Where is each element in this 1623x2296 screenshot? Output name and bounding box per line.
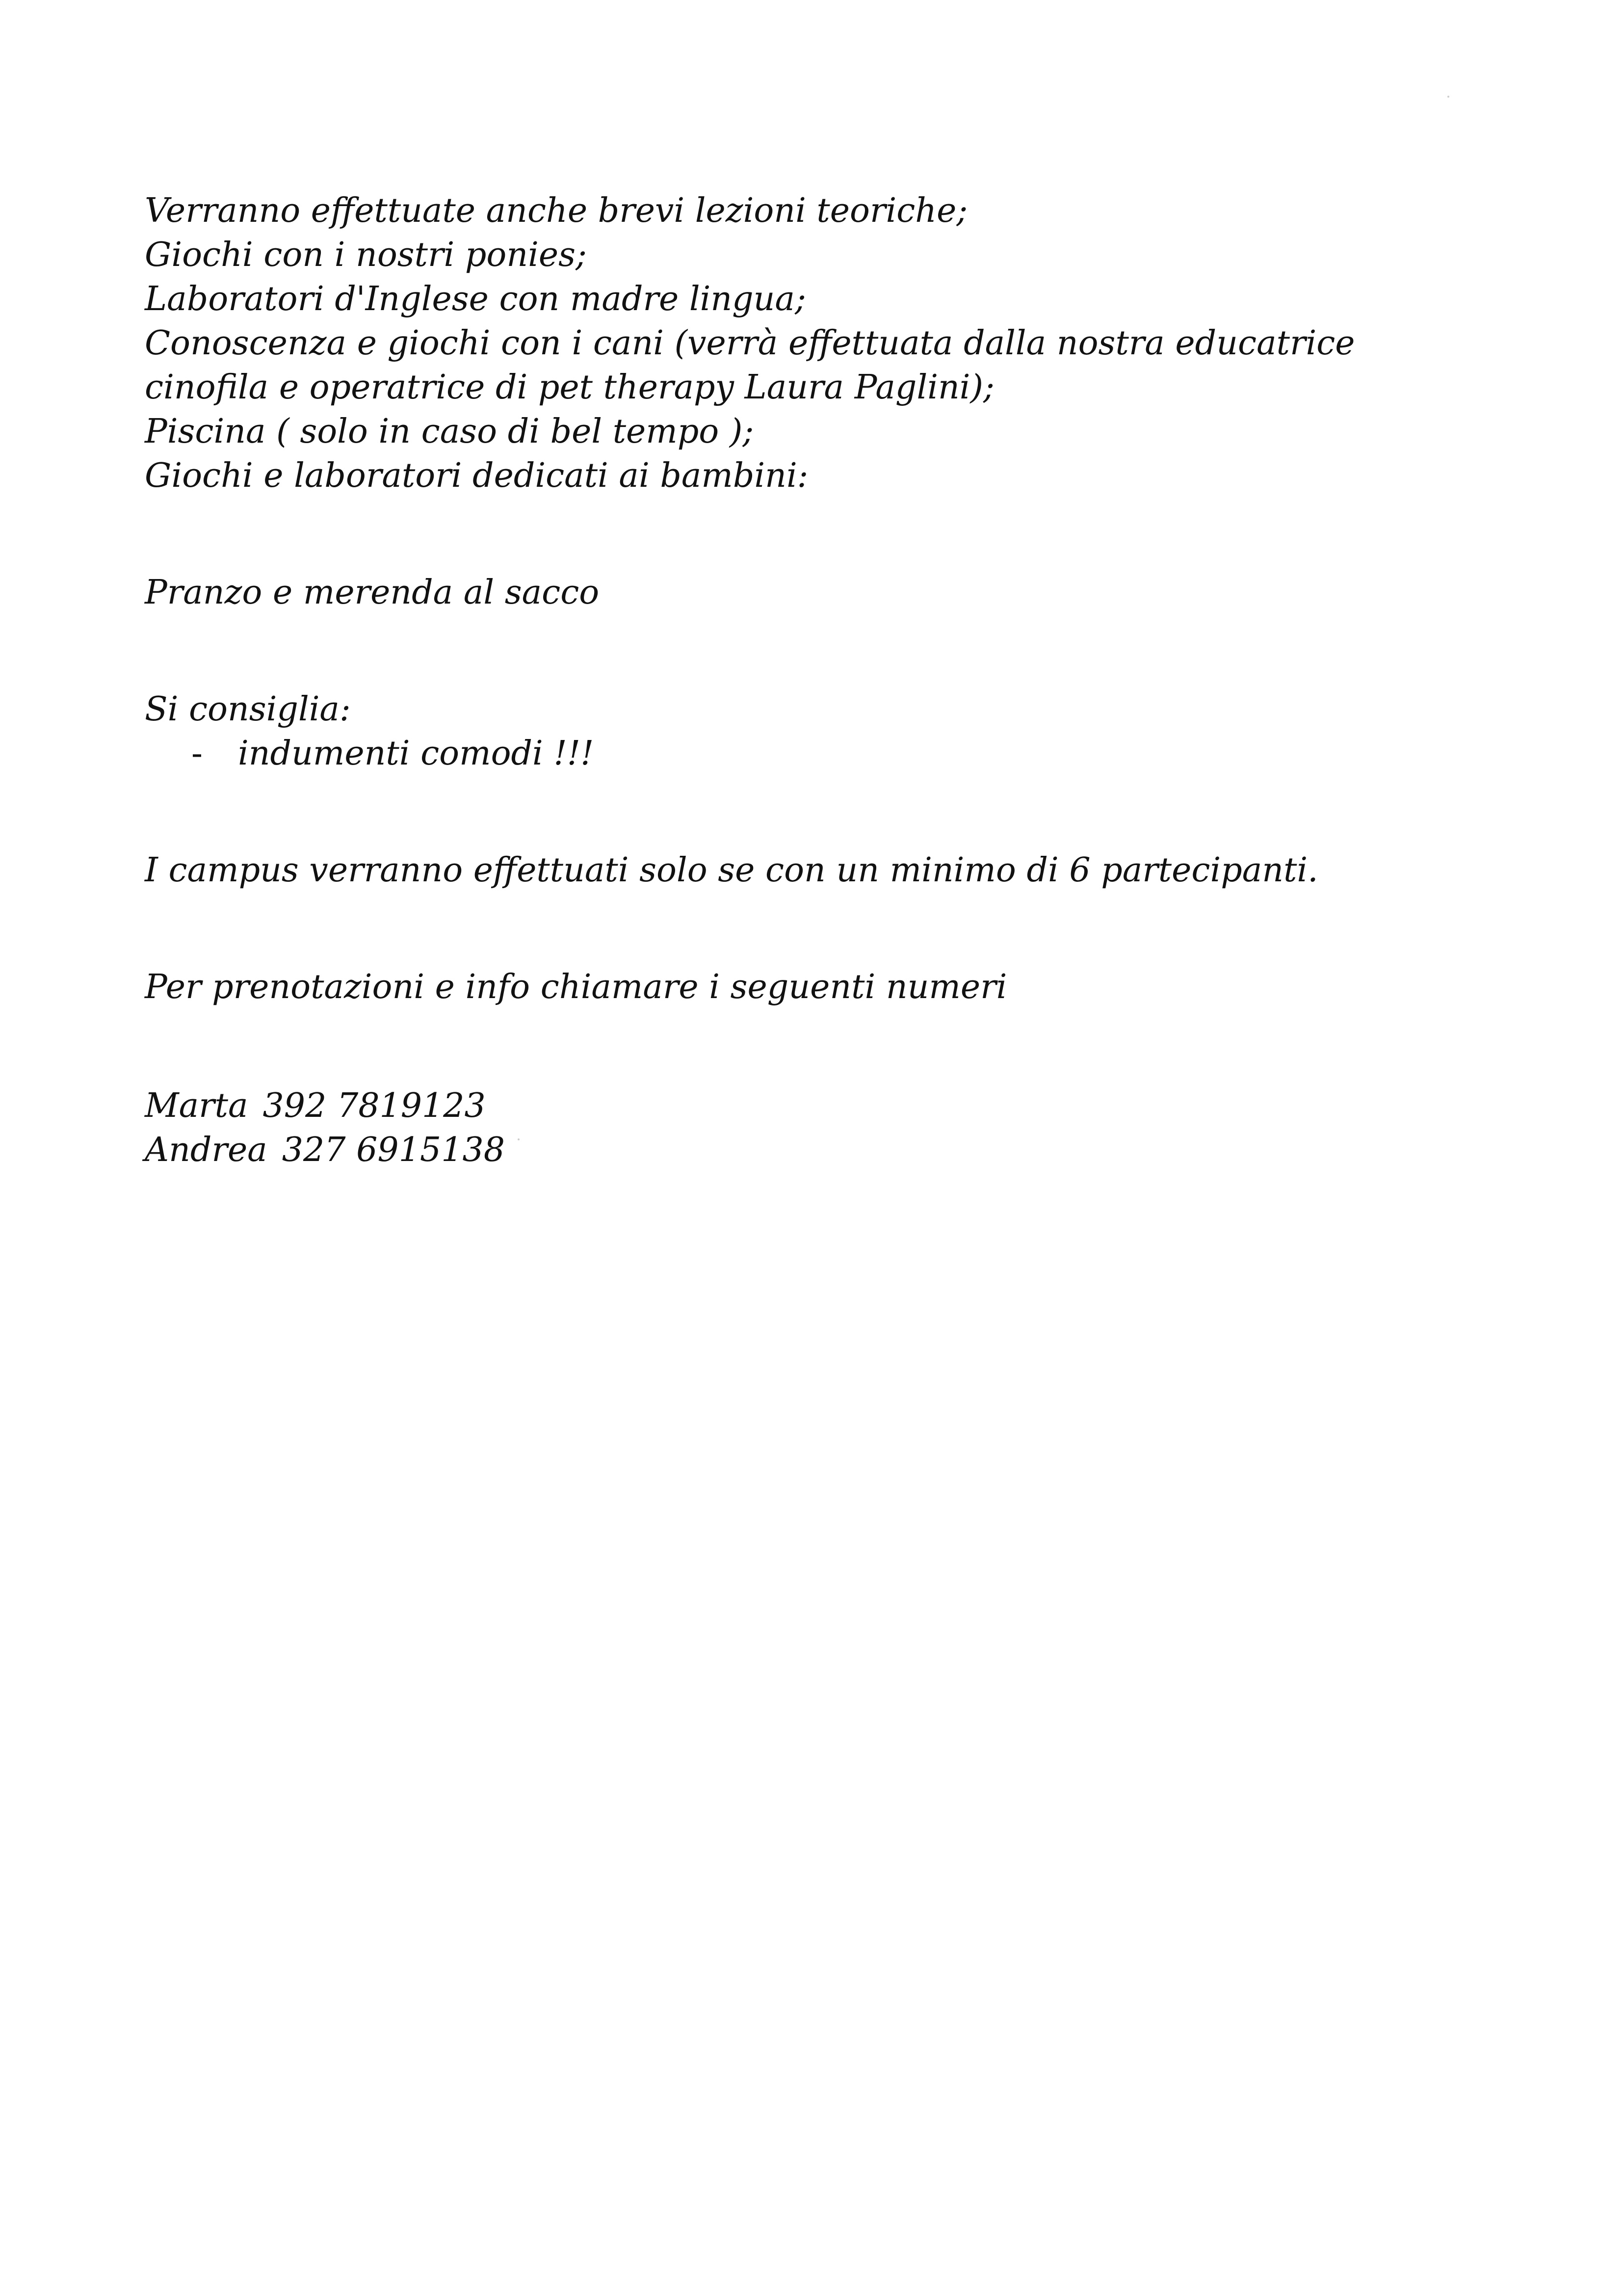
contact-name: Marta <box>145 1086 248 1125</box>
activities-list <box>145 189 1469 498</box>
activity-line: Verranno effettuate anche brevi lezioni teoriche; <box>145 191 968 230</box>
activity-line: Giochi e laboratori dedicati ai bambini: <box>145 456 809 495</box>
spacer <box>145 893 1469 965</box>
advice-item <box>145 732 1469 776</box>
meals-note: Pranzo e merenda al sacco <box>145 573 600 612</box>
minimum-participants-note: I campus verranno effettuati solo se con un minimo di 6 partecipanti. <box>145 851 1318 890</box>
activity-line: Conoscenza e giochi con i cani (verrà effettuata dalla nostra educatrice <box>145 324 1355 363</box>
contact-phone: 392 7819123 <box>262 1086 486 1125</box>
spacer <box>145 498 1469 571</box>
contact-phone: 327 6915138 <box>282 1131 505 1169</box>
spacer <box>145 615 1469 687</box>
advice-item-text: indumenti comodi !!! <box>238 734 594 773</box>
contact-line <box>145 1128 1469 1172</box>
activity-line: cinofila e operatrice di pet therapy Laura Paglini); <box>145 368 995 407</box>
document-body <box>145 189 1469 1172</box>
contact-line <box>145 1084 1469 1128</box>
contact-name: Andrea <box>145 1131 267 1169</box>
scan-speck <box>1447 96 1449 98</box>
bullet-dash: - <box>191 734 203 773</box>
booking-info: Per prenotazioni e info chiamare i seguenti numeri <box>145 968 1007 1006</box>
activity-line: Giochi con i nostri ponies; <box>145 236 587 274</box>
activity-line: Laboratori d'Inglese con madre lingua; <box>145 280 806 318</box>
advice-section <box>145 687 1469 776</box>
contacts-list <box>145 1084 1469 1172</box>
activity-line: Piscina ( solo in caso di bel tempo ); <box>145 412 754 451</box>
spacer <box>145 1009 1469 1084</box>
spacer <box>145 776 1469 848</box>
scan-speck <box>518 1138 520 1140</box>
advice-heading: Si consiglia: <box>145 690 351 729</box>
